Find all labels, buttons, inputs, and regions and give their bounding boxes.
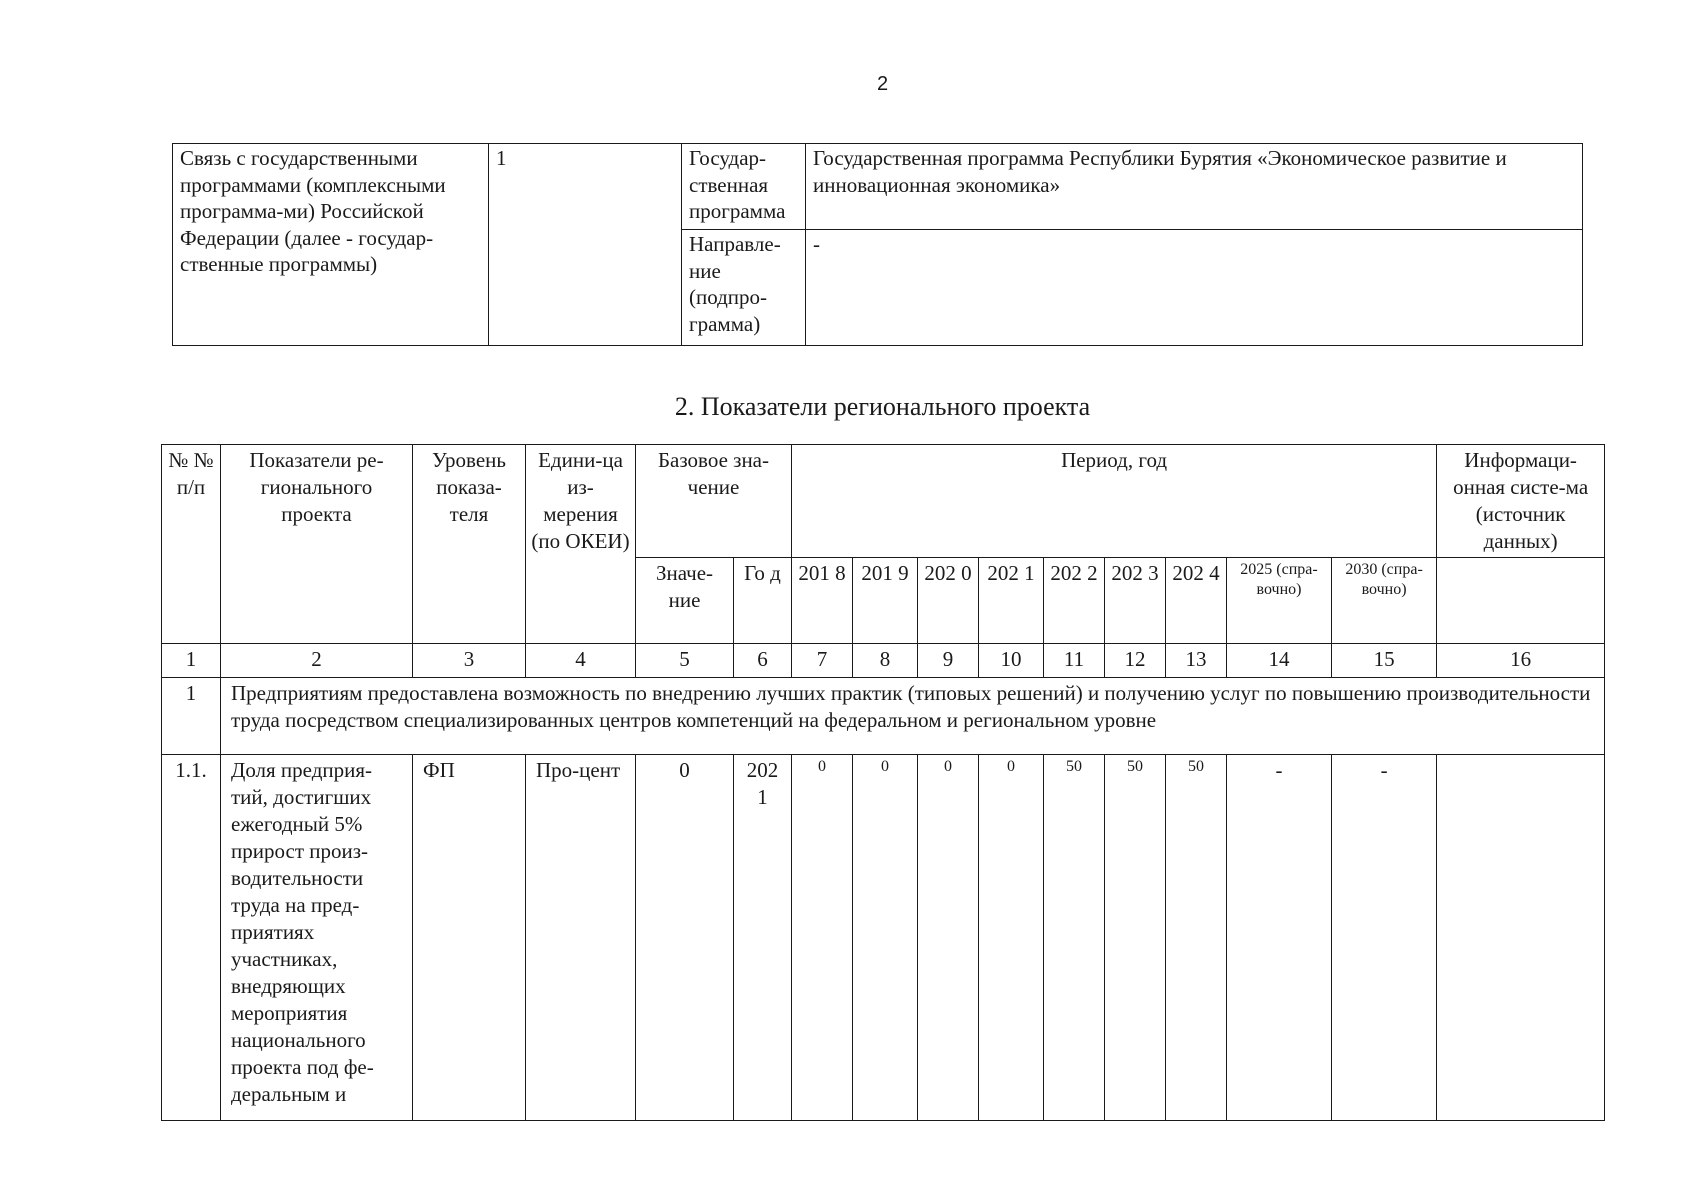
page-number: 2 — [876, 73, 889, 95]
header-unit: Едини-ца из-мерения (по ОКЕИ) — [526, 445, 636, 644]
row-value: 50 — [1166, 755, 1227, 1121]
row-value: 0 — [979, 755, 1044, 1121]
header-num: № № п/п — [162, 445, 221, 644]
column-number: 5 — [636, 644, 734, 678]
row-info — [1437, 755, 1605, 1121]
header-base-year: Го д — [734, 558, 792, 644]
column-number: 6 — [734, 644, 792, 678]
state-program-label: Государ-ственная программа — [682, 144, 806, 230]
column-number: 3 — [413, 644, 526, 678]
header-base: Базовое зна-чение — [636, 445, 792, 558]
row-indicator: Доля предприя-тий, достигших ежегодный 5% прирост произ-водительности труда на пред-приятиях участниках, внедряющих мероприятия национального проекта под фе-деральным и — [221, 755, 413, 1121]
row-value: 50 — [1105, 755, 1166, 1121]
row-level: ФП — [413, 755, 526, 1121]
column-number: 14 — [1227, 644, 1332, 678]
header-year: 201 9 — [853, 558, 918, 644]
row-value: 0 — [792, 755, 853, 1121]
column-number: 9 — [918, 644, 979, 678]
row-value-2030: - — [1332, 755, 1437, 1121]
row-num: 1.1. — [162, 755, 221, 1121]
column-number: 16 — [1437, 644, 1605, 678]
header-year: 201 8 — [792, 558, 853, 644]
row-base-value: 0 — [636, 755, 734, 1121]
programs-link-label: Связь с государственными программами (комплексными программа-ми) Российской Федерации (далее - государ-ственные программы) — [173, 144, 489, 346]
column-number: 2 — [221, 644, 413, 678]
column-number: 10 — [979, 644, 1044, 678]
header-year-2030: 2030 (спра-вочно) — [1332, 558, 1437, 644]
row-value: 0 — [853, 755, 918, 1121]
state-programs-table — [172, 143, 1583, 346]
header-year: 202 0 — [918, 558, 979, 644]
header-year-2025: 2025 (спра-вочно) — [1227, 558, 1332, 644]
table-row — [162, 755, 1605, 1121]
header-indicator: Показатели ре-гионального проекта — [221, 445, 413, 644]
column-number: 12 — [1105, 644, 1166, 678]
column-number: 8 — [853, 644, 918, 678]
task-num: 1 — [162, 678, 221, 755]
row-value-2025: - — [1227, 755, 1332, 1121]
column-number: 1 — [162, 644, 221, 678]
header-year: 202 1 — [979, 558, 1044, 644]
column-number: 15 — [1332, 644, 1437, 678]
header-level: Уровень показа-теля — [413, 445, 526, 644]
direction-value: - — [806, 230, 1583, 346]
row-base-year: 202 1 — [734, 755, 792, 1121]
state-program-value: Государственная программа Республики Бурятия «Экономическое развитие и инновационная экономика» — [806, 144, 1583, 230]
column-number: 7 — [792, 644, 853, 678]
header-period: Период, год — [792, 445, 1437, 558]
task-text: Предприятиям предоставлена возможность по внедрению лучших практик (типовых решений) и получению услуг по повышению производительности труда посредством специализированных центров компетенций на федеральном и региональном уровне — [221, 678, 1605, 755]
row-value: 0 — [918, 755, 979, 1121]
row-value: 50 — [1044, 755, 1105, 1121]
header-year: 202 2 — [1044, 558, 1105, 644]
column-number: 11 — [1044, 644, 1105, 678]
header-year: 202 4 — [1166, 558, 1227, 644]
programs-number: 1 — [489, 144, 682, 346]
column-number: 13 — [1166, 644, 1227, 678]
section-title: 2. Показатели регионального проекта — [674, 392, 1091, 421]
direction-label: Направле-ние (подпро-грамма) — [682, 230, 806, 346]
indicators-table — [161, 444, 1605, 1121]
header-base-value: Значе-ние — [636, 558, 734, 644]
column-number: 4 — [526, 644, 636, 678]
header-year: 202 3 — [1105, 558, 1166, 644]
header-info-empty — [1437, 558, 1605, 644]
header-info: Информаци-онная систе-ма (источник данных) — [1437, 445, 1605, 558]
row-unit: Про-цент — [526, 755, 636, 1121]
